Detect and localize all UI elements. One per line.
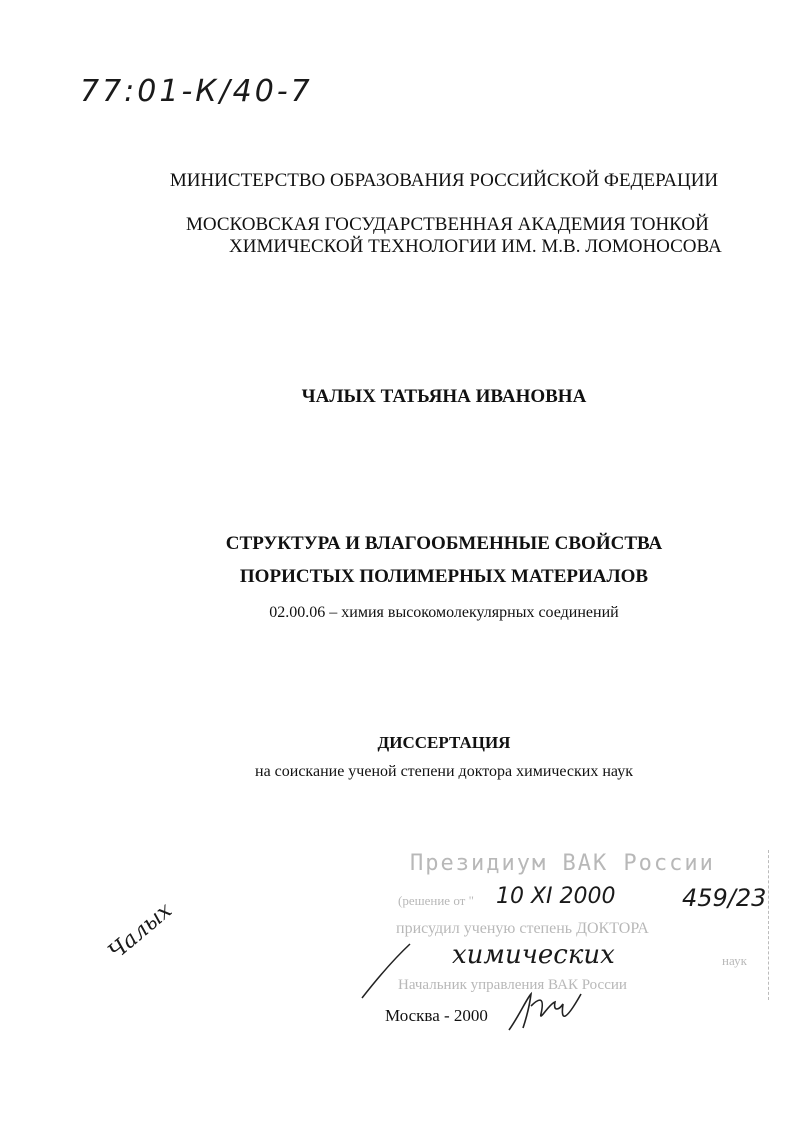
pen-stroke [360, 940, 420, 1000]
author-signature: Чалых [103, 897, 178, 965]
stamp-line-5: наук [722, 953, 747, 968]
stamp-date: 10 XI 2000 [496, 884, 616, 909]
place-and-year: Москва - 2000 [385, 1006, 488, 1025]
stamp-line-6: Начальник управления ВАК России [398, 977, 627, 993]
title-line-1: СТРУКТУРА И ВЛАГООБМЕННЫЕ СВОЙСТВА [225, 533, 663, 554]
vak-stamp [392, 850, 769, 1000]
ministry-heading: МИНИСТЕРСТВО ОБРАЗОВАНИЯ РОССИЙСКОЙ ФЕДЕРАЦИИ [169, 170, 719, 191]
academy-line-2: ХИМИЧЕСКОЙ ТЕХНОЛОГИИ ИМ. М.В. ЛОМОНОСОВА [229, 236, 722, 257]
official-signature [505, 990, 585, 1035]
handwritten-code: 77:01-К/40-7 [80, 74, 313, 109]
title-line-2: ПОРИСТЫХ ПОЛИМЕРНЫХ МАТЕРИАЛОВ [239, 566, 649, 587]
stamp-line-3: присудил ученую степень ДОКТОРА [396, 920, 649, 937]
author-name: ЧАЛЫХ ТАТЬЯНА ИВАНОВНА [301, 386, 587, 407]
academy-line-1: МОСКОВСКАЯ ГОСУДАРСТВЕННАЯ АКАДЕМИЯ ТОНКОЙ [186, 214, 709, 235]
degree-line: на соискание ученой степени доктора химических наук [255, 763, 633, 780]
stamp-line-1: Президиум ВАК России [410, 851, 715, 876]
stamp-field: химических [452, 940, 615, 970]
stamp-number: 459/23 [682, 884, 767, 912]
stamp-line-2: (решение от " [398, 893, 474, 908]
specialty: 02.00.06 – химия высокомолекулярных соединений [269, 604, 619, 621]
document-type: ДИССЕРТАЦИЯ [377, 733, 511, 752]
